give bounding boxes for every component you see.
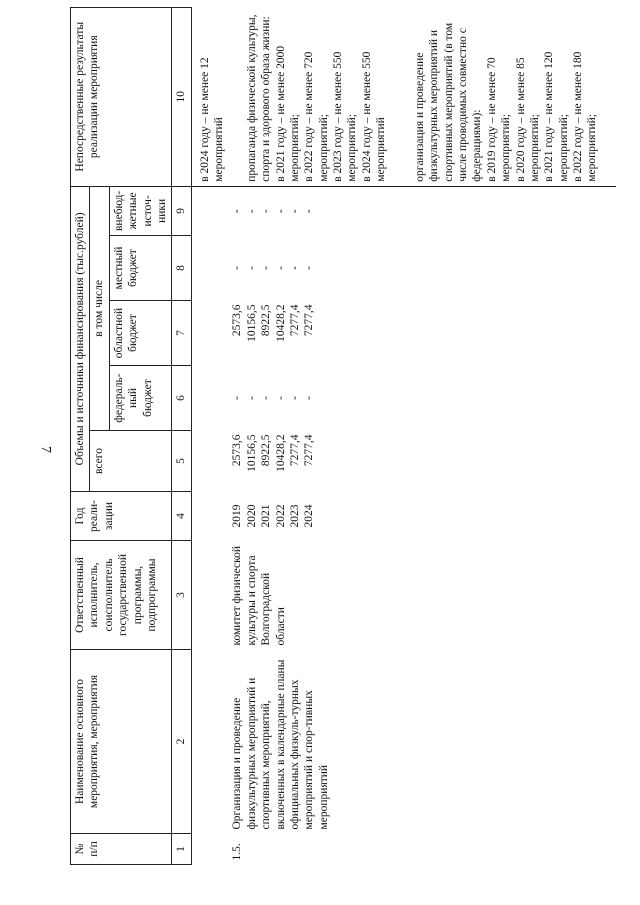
header-including: в том числе <box>90 186 109 430</box>
header-year: Год реали-зации <box>71 492 172 541</box>
row-federal: - - - - - - <box>231 396 316 400</box>
row-years: 2019 2020 2021 2022 2023 2024 <box>231 504 316 528</box>
colnum: 5 <box>172 431 191 492</box>
row-regional: 2573,6 10156,5 8922,5 10428,2 7277,4 7277,4 <box>231 304 316 342</box>
program-table <box>70 7 616 865</box>
row-result <box>228 7 616 186</box>
header-result: Непосредственные результаты реализации мероприятия <box>71 7 172 186</box>
row-name: Организация и проведение физкультурных мероприятий и спортивных мероприятий, включенных в календарные планы официальных физкуль-турных мероприятий и спор-тивных мероприятий <box>231 659 330 830</box>
colnum: 9 <box>172 186 191 235</box>
colnum: 6 <box>172 366 191 431</box>
colnum: 10 <box>172 7 191 186</box>
row-total: 2573,6 10156,5 8922,5 10428,2 7277,4 7277,4 <box>231 434 316 472</box>
header-name: Наименование основного мероприятия, мероприятия <box>71 650 172 834</box>
prev-result: в 2024 году – не менее 12 мероприятий <box>191 7 228 186</box>
colnum: 2 <box>172 650 191 834</box>
row-extra: - - - - - - <box>231 209 316 214</box>
colnum: 4 <box>172 492 191 541</box>
result-promotion: пропаганда физической культуры, спорта и здорового образа жизни: в 2021 году – не менее 2000 мероприятий; в 2022 году – не менее 720 мероприятий; в 2023 году – не менее 550 мероприятий; в 2024 году – не менее 550 мероприятий <box>245 14 388 182</box>
colnum: 8 <box>172 236 191 301</box>
header-funding: Объемы и источники финансирования (тыс.рублей) <box>71 186 90 491</box>
header-executor: Ответственный исполнитель, соисполнитель государственной программы, подпрограммы <box>71 541 172 650</box>
header-extra: внебюд-жетные источ-ники <box>109 186 172 235</box>
colnum: 3 <box>172 541 191 650</box>
row-executor: комитет физической культуры и спорта Волгоградской области <box>231 546 287 646</box>
row-number: 1.5. <box>231 843 244 861</box>
header-federal: федераль-ный бюджет <box>109 366 172 431</box>
header-local: местный бюджет <box>109 236 172 301</box>
result-organization: организация и проведение физкультурных мероприятий и спортивных мероприятий (в том числе проводимых совместно с федерациями): в 2019 году – не менее 70 мероприятий; в 2020 году – не менее 85 мероприятий; в 2021 году – не менее 120 мероприятий; в 2022 году – не менее 180 мероприятий; <box>413 22 599 182</box>
row-local: - - - - - - <box>231 266 316 270</box>
page-number: 7 <box>38 446 53 453</box>
header-regional: областной бюджет <box>109 301 172 366</box>
colnum: 1 <box>172 834 191 865</box>
colnum: 7 <box>172 301 191 366</box>
header-num: № п/п <box>71 834 172 865</box>
header-total: всего <box>90 431 172 492</box>
